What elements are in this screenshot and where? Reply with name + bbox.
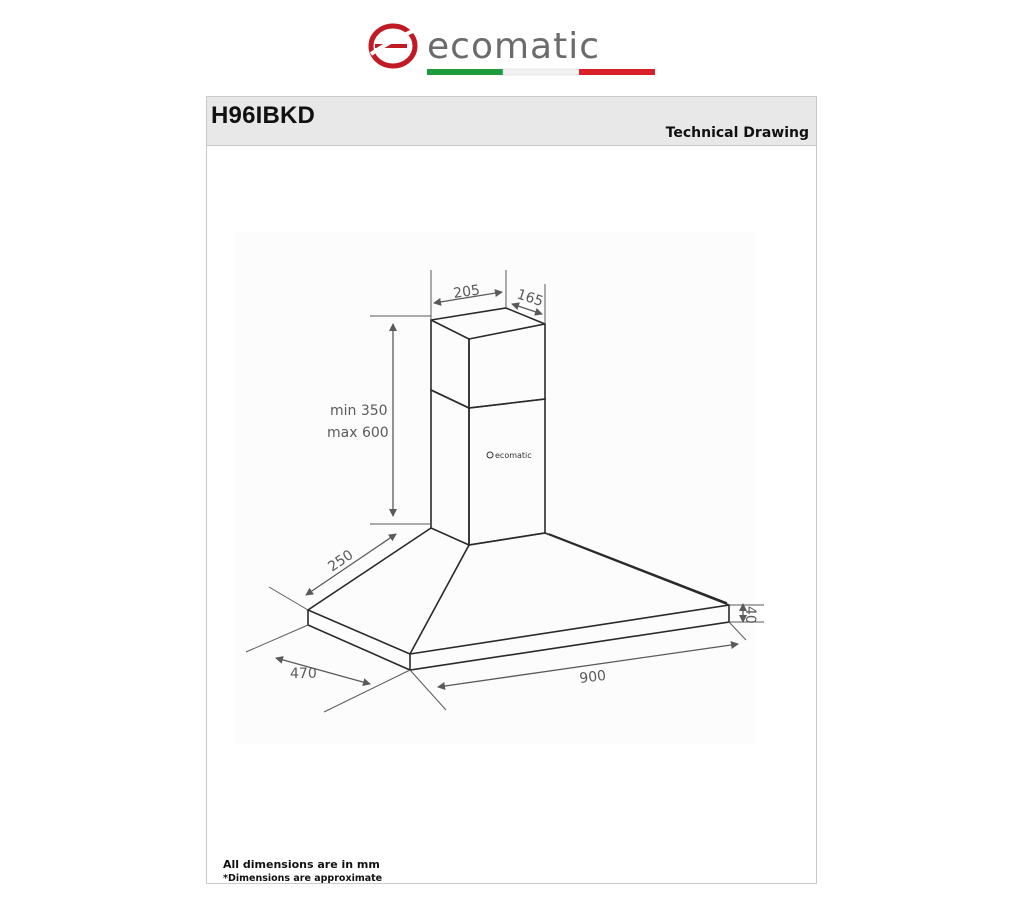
- flag-white-stripe: [503, 69, 579, 75]
- brand-logo: [365, 20, 659, 80]
- hood-drawing: [234, 232, 758, 744]
- technical-drawing: [234, 232, 758, 744]
- sheet-subtitle: Technical Drawing: [665, 125, 809, 141]
- label-height-max: max 600: [327, 425, 389, 441]
- canopy: [308, 528, 729, 654]
- upper-chimney-top: [431, 308, 545, 324]
- label-height-min: min 350: [330, 403, 388, 419]
- brand-mark-icon: [371, 26, 420, 66]
- dimension-arrows: [276, 292, 743, 687]
- brand-wordmark: ecomatic: [427, 26, 601, 67]
- flag-green-stripe: [427, 69, 503, 75]
- upper-chimney-side: [469, 324, 545, 408]
- upper-chimney-front: [431, 320, 469, 408]
- spec-sheet: [206, 96, 817, 884]
- label-chimney-depth: 165: [514, 286, 546, 311]
- canopy-edge: [549, 534, 727, 603]
- dim-canopy-slope: [306, 534, 396, 595]
- note-approximate: *Dimensions are approximate: [223, 873, 383, 884]
- notes: [223, 858, 382, 885]
- model-number: H96IBKD: [211, 102, 316, 129]
- hood-outline: [308, 308, 729, 670]
- label-depth: 470: [290, 666, 317, 682]
- label-thickness: 40: [742, 606, 758, 624]
- front-badge: [487, 451, 532, 460]
- label-width: 900: [578, 667, 608, 687]
- lower-chimney-side: [469, 399, 545, 545]
- note-units: All dimensions are in mm: [223, 858, 380, 871]
- flag-red-stripe: [579, 69, 655, 75]
- label-canopy-slope: 250: [325, 547, 357, 576]
- lower-chimney-front: [431, 390, 469, 545]
- sheet-header: [207, 97, 816, 146]
- svg-text:ecomatic: ecomatic: [495, 451, 532, 460]
- label-chimney-width: 205: [452, 282, 482, 302]
- extension-lines: [246, 270, 764, 712]
